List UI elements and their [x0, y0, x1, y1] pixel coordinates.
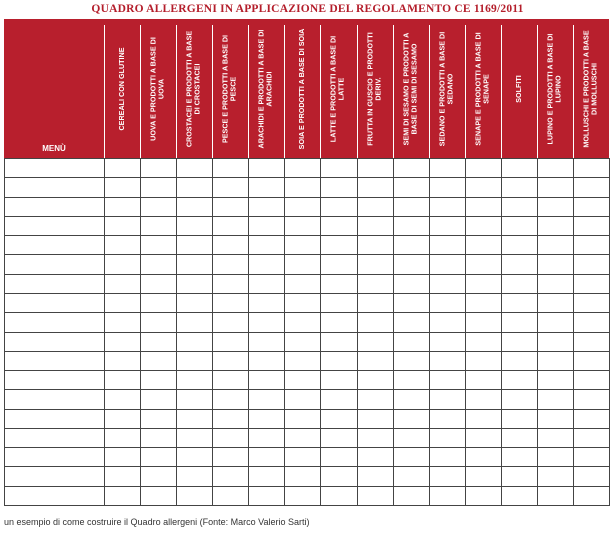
allergen-column-header	[104, 19, 140, 158]
table-row-line	[4, 293, 610, 294]
allergen-column-label: UOVA E PRODOTTI A BASE DI UOVA	[148, 36, 167, 141]
allergen-column-label: PESCE E PRODOTTI A BASE DI PESCE	[220, 34, 239, 143]
header-divider	[212, 25, 213, 158]
allergen-column-label: SEMI DI SESAMO E PRODOTTI A BASE DI SEMI DI SESAMO	[401, 32, 419, 145]
header-divider	[393, 25, 394, 158]
table-row-line	[4, 486, 610, 487]
table-row-line	[4, 312, 610, 313]
header-divider	[248, 25, 249, 158]
allergen-column-label: SOLFITI	[513, 74, 523, 103]
allergen-column-label: FRUTTA IN GUSCIO E PRODOTTI DERIV.	[365, 31, 383, 146]
header-divider	[429, 25, 430, 158]
allergen-column-header	[284, 19, 320, 158]
allergen-column-header	[501, 19, 537, 158]
table-row-line	[4, 370, 610, 371]
allergen-column-header	[176, 19, 212, 158]
table-row-line	[4, 177, 610, 178]
table-row-line	[4, 216, 610, 217]
header-divider	[537, 25, 538, 158]
header-divider	[176, 25, 177, 158]
allergen-column-label: SENAPE E PRODOTTI A BASE DI SENAPE	[473, 31, 491, 146]
header-divider	[357, 25, 358, 158]
menu-column-header: MENÙ	[42, 144, 66, 153]
allergen-column-label: SEDANO E PRODOTTI A BASE DI SEDANO	[437, 31, 455, 146]
table-row-line	[4, 254, 610, 255]
header-divider	[465, 25, 466, 158]
table-row-line	[4, 158, 610, 159]
table-row-line	[4, 332, 610, 333]
header-divider	[573, 25, 574, 158]
header-divider	[104, 25, 105, 158]
table-row-line	[4, 466, 610, 467]
allergen-column-label: MOLLUSCHI E PRODOTTI A BASE DI MOLLUSCHI	[581, 29, 599, 148]
allergen-column-label: CROSTACEI E PRODOTTI A BASE DI CROSTACEI	[184, 30, 203, 147]
table-row-line	[4, 235, 610, 236]
table-row-line	[4, 274, 610, 275]
table-row-line	[4, 409, 610, 410]
allergen-column-label: ARACHIDI E PRODOTTI A BASE DI ARACHIDI	[256, 29, 275, 148]
header-divider	[501, 25, 502, 158]
header-divider	[284, 25, 285, 158]
table-row-line	[4, 428, 610, 429]
allergen-column-label: CEREALI CON GLUTINE	[116, 46, 126, 131]
allergen-column-header	[140, 19, 176, 158]
figure-caption: un esempio di come costruire il Quadro allergeni (Fonte: Marco Valerio Sarti)	[4, 517, 310, 527]
allergen-column-label: LUPINO E PRODOTTI A BASE DI LUPINO	[545, 33, 563, 144]
allergen-column-label: LATTE E PRODOTTI A BASE DI LATTE	[329, 35, 347, 142]
header-divider	[320, 25, 321, 158]
header-divider	[140, 25, 141, 158]
table-row-line	[4, 447, 610, 448]
allergen-column-header	[537, 19, 573, 158]
allergen-column-header	[248, 19, 284, 158]
allergen-column-header	[393, 19, 429, 158]
allergen-column-header	[429, 19, 465, 158]
allergen-column-header	[357, 19, 393, 158]
allergen-column-header	[465, 19, 501, 158]
table-row-line	[4, 389, 610, 390]
document-title: QUADRO ALLERGENI IN APPLICAZIONE DEL REGOLAMENTO CE 1169/2011	[91, 3, 524, 15]
allergen-column-header	[320, 19, 356, 158]
table-row-line	[4, 351, 610, 352]
allergen-column-label: SOIA E PRODOTTI A BASE DI SOIA	[297, 28, 307, 149]
allergen-column-header	[212, 19, 248, 158]
table-row-line	[4, 197, 610, 198]
allergen-column-header	[573, 19, 609, 158]
table-row-line	[4, 505, 610, 506]
